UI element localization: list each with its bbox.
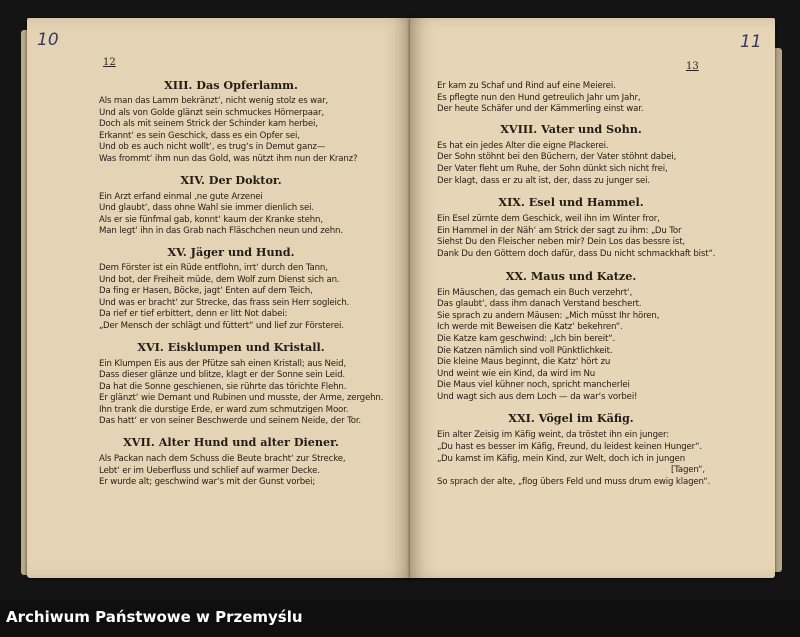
verse-line: Und bot, der Freiheit müde, dem Wolf zum Dienst sich an. [99, 274, 340, 285]
verse-line: Er glänzt‘ wie Demant und Rubinen und musste, der Arme, zergehn. [99, 393, 384, 404]
verse-line: „Der Mensch der schlägt und füttert“ und lief zur Försterei. [99, 320, 344, 331]
section-title: XVI. Eisklumpen und Kristall. [137, 339, 325, 354]
verse-line: Lebt‘ er im Ueberfluss und schlief auf warmer Decke. [99, 465, 320, 476]
verse-line: Die kleine Maus beginnt, die Katz‘ hört zu [437, 357, 611, 368]
section-title: XVIII. Vater und Sohn. [500, 121, 642, 136]
section-title: XX. Maus und Katze. [505, 268, 637, 283]
verse-line-continuation: [Tagen“, [671, 465, 705, 476]
verse-line: Es hat ein jedes Alter die eigne Plackerei. [437, 140, 609, 151]
verse-line: Es pflegte nun den Hund getreulich Jahr um Jahr, [437, 92, 641, 103]
verse-line: Dem Förster ist ein Rüde entflohn, irrt‘ durch den Tann, [99, 262, 328, 273]
page-number-right: 13 [686, 61, 699, 72]
verse-line: Die Katzen nämlich sind voll Pünktlichkeit. [437, 345, 613, 356]
verse-line: Er kam zu Schaf und Rind auf eine Meierei. [437, 81, 616, 91]
verse-line: Ein Arzt erfand einmal ‚ne gute Arzenei [99, 191, 263, 202]
verse-line: Die Katze kam geschwind: „Ich bin bereit“. [437, 333, 616, 344]
verse-line: Doch als mit seinem Strick der Schinder kam herbei, [99, 119, 318, 130]
left-column [99, 78, 384, 489]
section-title: XV. Jäger und Hund. [167, 244, 295, 259]
verse-line: Ein Mäuschen, das gemach ein Buch verzehrt‘, [437, 287, 633, 298]
verse-line: Dank Du den Göttern doch dafür, dass Du nicht schmackhaft bist“. [437, 248, 716, 259]
verse-line: Er wurde alt; geschwind war‘s mit der Gunst vorbei; [99, 477, 316, 488]
verse-line: Ein alter Zeisig im Käfig weint, da tröstet ihn ein junger: [437, 430, 669, 441]
verse-line: Man legt‘ ihn in das Grab nach Fläschchen neun und zehn. [99, 226, 343, 237]
verse-line: Ein Esel zürnte dem Geschick, weil ihn im Winter fror, [437, 214, 660, 225]
verse-line: Und wagt sich aus dem Loch — da war‘s vorbei! [437, 391, 638, 402]
verse-line: Was frommt‘ ihm nun das Gold, was nützt ihm nun der Kranz? [99, 153, 358, 164]
verse-line: Der klagt, dass er zu alt ist, der, dass zu junger sei. [437, 175, 650, 186]
right-column [437, 81, 716, 488]
verse-line: Der heute Schäfer und der Kämmerling einst war. [437, 104, 644, 115]
verse-line: Und als von Golde glänzt sein schmuckes Hörnerpaar, [99, 107, 324, 118]
verse-line: Ihn trank die durstige Erde, er ward zum schmutzigen Moor. [99, 404, 349, 415]
verse-line: Sie sprach zu andern Mäusen: „Mich müsst Ihr hören, [437, 310, 660, 321]
section-title: XIII. Das Opferlamm. [164, 78, 298, 92]
verse-line: Als man das Lamm bekränzt‘, nicht wenig stolz es war, [99, 96, 329, 106]
verse-line: „Du kamst im Käfig, mein Kind, zur Welt, doch ich in jungen [437, 453, 685, 464]
verse-line: Da rief er tief erbittert, denn er litt Not dabei: [99, 309, 288, 320]
verse-line: So sprach der alte, „flog übers Feld und muss drum ewig klagen“. [437, 476, 711, 487]
verse-line: Ich werde mit Beweisen die Katz‘ bekehren“. [437, 322, 623, 333]
section-title: XIX. Esel und Hammel. [498, 195, 644, 210]
verse-line: Erkannt‘ es sein Geschick, dass es ein Opfer sei, [99, 130, 300, 141]
verse-line: Der Sohn stöhnt bei den Büchern, der Vater stöhnt dabei, [437, 152, 677, 163]
verse-line: Die Maus viel kühner noch, spricht mancherlei [437, 380, 630, 391]
verse-line: Als er sie fünfmal gab, konnt‘ kaum der Kranke stehn, [99, 214, 323, 225]
verse-line: Da hat die Sonne geschienen, sie rührte das törichte Flehn. [99, 381, 347, 392]
handwritten-folio-left: 10 [37, 30, 59, 50]
verse-line: „Du hast es besser im Käfig, Freund, du leidest keinen Hunger“. [437, 442, 702, 453]
section-title: XXI. Vögel im Käfig. [508, 411, 634, 426]
page-number-left: 12 [103, 57, 116, 68]
verse-line: Ein Klumpen Eis aus der Pfütze sah einen Kristall; aus Neid, [99, 358, 347, 369]
section-title: XVII. Alter Hund und alter Diener. [123, 435, 339, 450]
verse-line: Und ob es auch nicht wollt‘, es trug‘s in Demut ganz— [99, 142, 326, 153]
verse-line: Siehst Du den Fleischer neben mir? Dein Los das bessre ist, [437, 237, 685, 248]
verse-line: Und was er bracht‘ zur Strecke, das frass sein Herr sogleich. [99, 297, 350, 308]
verse-line: Das hatt‘ er von seiner Beschwerde und seinem Neide, der Tor. [99, 416, 361, 427]
verse-line: Das glaubt‘, dass ihm danach Verstand beschert. [437, 299, 642, 310]
verse-line: Als Packan nach dem Schuss die Beute bracht‘ zur Strecke, [99, 454, 346, 465]
verse-line: Da fing er Hasen, Böcke, jagt‘ Enten auf dem Teich, [99, 286, 313, 297]
verse-line: Und glaubt‘, dass ohne Wahl sie immer dienlich sei. [99, 203, 314, 214]
verse-line: Ein Hammel in der Näh‘ am Strick der sagt zu ihm: „Du Tor [437, 225, 682, 236]
verse-line: Dass dieser glänze und blitze, klagt er der Sonne sein Leid. [99, 370, 345, 381]
verse-line: Und weint wie ein Kind, da wird im Nu [437, 368, 596, 379]
archive-caption: Archiwum Państwowe w Przemyślu [6, 608, 303, 626]
verse-line: Der Vater fleht um Ruhe, der Sohn dünkt sich nicht frei, [437, 163, 668, 174]
handwritten-folio-right: 11 [740, 32, 762, 52]
section-title: XIV. Der Doktor. [180, 172, 282, 187]
